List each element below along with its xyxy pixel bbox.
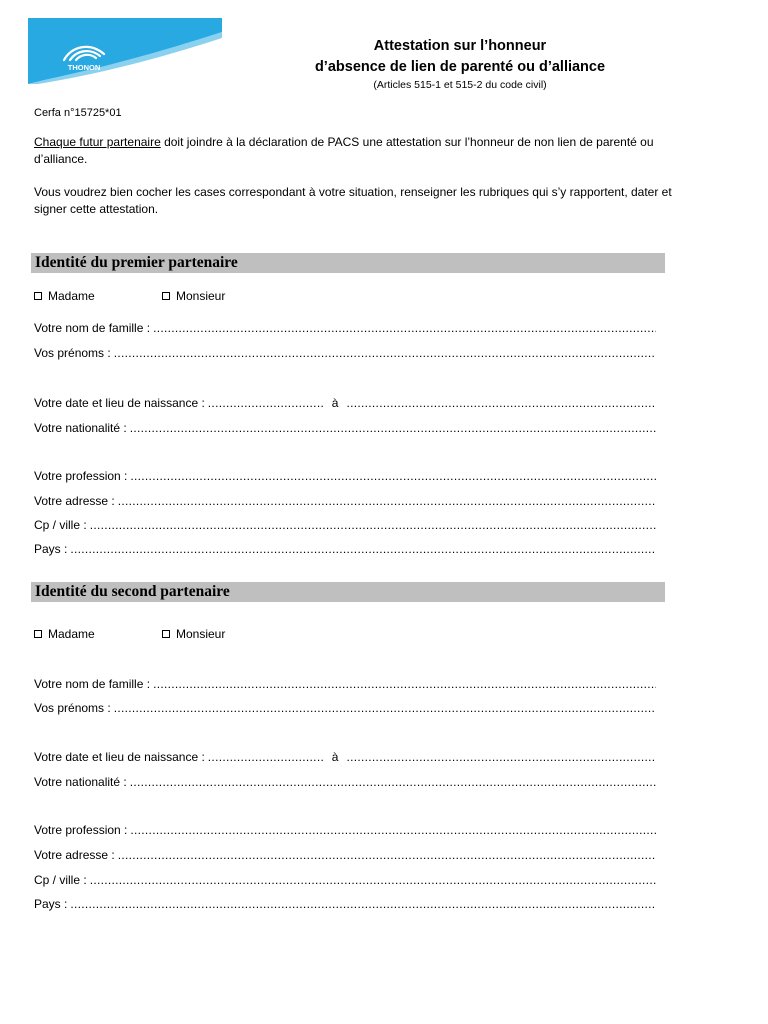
checkbox-monsieur-partner2[interactable] bbox=[162, 627, 225, 641]
fill-line[interactable] bbox=[90, 518, 656, 532]
section-heading-partner2: Identité du second partenaire bbox=[31, 582, 665, 602]
checkbox-label: Monsieur bbox=[176, 289, 226, 303]
title-line-1: Attestation sur l’honneur bbox=[373, 38, 547, 54]
field-adresse-partner1[interactable] bbox=[34, 494, 656, 510]
field-nationalite-partner2[interactable] bbox=[34, 775, 656, 791]
fill-line[interactable] bbox=[70, 897, 656, 911]
fill-line[interactable] bbox=[153, 677, 656, 691]
fill-line[interactable] bbox=[130, 421, 656, 435]
instructions-paragraph: Vous voudrez bien cocher les cases correspondant à votre situation, renseigner les rubriques qui s’y rapportent, dater et signer cette attestation. bbox=[34, 185, 672, 216]
checkbox-box[interactable] bbox=[162, 630, 170, 638]
field-cp-ville-partner2[interactable] bbox=[34, 873, 656, 889]
field-label: Vos prénoms : bbox=[34, 346, 111, 360]
field-label: Votre nom de famille : bbox=[34, 321, 151, 335]
field-naissance-partner1[interactable] bbox=[34, 396, 656, 412]
checkbox-monsieur-partner1[interactable] bbox=[162, 289, 225, 303]
field-label: Votre adresse : bbox=[34, 848, 115, 862]
fill-line[interactable] bbox=[118, 494, 656, 508]
fill-line[interactable] bbox=[114, 701, 656, 715]
fill-line[interactable] bbox=[114, 346, 656, 360]
checkbox-label: Monsieur bbox=[176, 627, 226, 641]
field-label: Cp / ville : bbox=[34, 873, 87, 887]
checkbox-box[interactable] bbox=[34, 630, 42, 638]
field-cp-ville-partner1[interactable] bbox=[34, 518, 656, 534]
fill-line[interactable] bbox=[130, 775, 656, 789]
checkbox-box[interactable] bbox=[162, 292, 170, 300]
field-label: Votre profession : bbox=[34, 823, 128, 837]
field-label: Votre date et lieu de naissance : bbox=[34, 750, 205, 764]
thonon-logo bbox=[28, 18, 222, 84]
fill-line[interactable] bbox=[130, 469, 656, 483]
field-label: Pays : bbox=[34, 542, 68, 556]
field-adresse-partner2[interactable] bbox=[34, 848, 656, 864]
field-profession-partner1[interactable] bbox=[34, 469, 656, 485]
field-separator: à bbox=[331, 750, 339, 764]
checkbox-madame-partner1[interactable] bbox=[34, 289, 95, 303]
checkbox-label: Madame bbox=[48, 289, 95, 303]
intro-emphasis: Chaque futur partenaire bbox=[34, 135, 161, 149]
field-label: Cp / ville : bbox=[34, 518, 87, 532]
title-legal-reference: (Articles 515-1 et 515-2 du code civil) bbox=[373, 79, 547, 91]
field-label: Votre nationalité : bbox=[34, 775, 127, 789]
field-separator: à bbox=[331, 396, 339, 410]
intro-rest: doit joindre à la déclaration de PACS une attestation sur l’honneur de non lien de parenté ou d’alliance. bbox=[34, 135, 654, 166]
fill-line-place[interactable] bbox=[346, 396, 656, 410]
fill-line-date[interactable] bbox=[208, 396, 324, 410]
checkbox-box[interactable] bbox=[34, 292, 42, 300]
field-label: Votre adresse : bbox=[34, 494, 115, 508]
fill-line-place[interactable] bbox=[346, 750, 656, 764]
field-prenoms-partner2[interactable] bbox=[34, 701, 656, 717]
field-label: Pays : bbox=[34, 897, 68, 911]
field-label: Votre date et lieu de naissance : bbox=[34, 396, 205, 410]
fill-line[interactable] bbox=[130, 823, 656, 837]
fill-line[interactable] bbox=[90, 873, 656, 887]
fill-line[interactable] bbox=[153, 321, 656, 335]
cerfa-number: Cerfa n°15725*01 bbox=[34, 107, 122, 119]
field-prenoms-partner1[interactable] bbox=[34, 346, 656, 362]
field-pays-partner2[interactable] bbox=[34, 897, 656, 913]
field-pays-partner1[interactable] bbox=[34, 542, 656, 558]
fill-line[interactable] bbox=[118, 848, 656, 862]
field-nationalite-partner1[interactable] bbox=[34, 421, 656, 437]
title-line-2: d’absence de lien de parenté ou d’alliance bbox=[314, 59, 606, 75]
field-profession-partner2[interactable] bbox=[34, 823, 656, 839]
fill-line-date[interactable] bbox=[208, 750, 324, 764]
field-naissance-partner2[interactable] bbox=[34, 750, 656, 766]
field-label: Vos prénoms : bbox=[34, 701, 111, 715]
checkbox-madame-partner2[interactable] bbox=[34, 627, 95, 641]
field-label: Votre nom de famille : bbox=[34, 677, 151, 691]
checkbox-label: Madame bbox=[48, 627, 95, 641]
section-heading-partner1: Identité du premier partenaire bbox=[31, 253, 665, 273]
intro-paragraph bbox=[34, 134, 694, 168]
document-title bbox=[262, 36, 658, 93]
field-label: Votre profession : bbox=[34, 469, 128, 483]
field-nom-partner2[interactable] bbox=[34, 677, 656, 693]
field-nom-partner1[interactable] bbox=[34, 321, 656, 337]
fill-line[interactable] bbox=[70, 542, 656, 556]
field-label: Votre nationalité : bbox=[34, 421, 127, 435]
logo-text: THONON bbox=[67, 63, 101, 72]
